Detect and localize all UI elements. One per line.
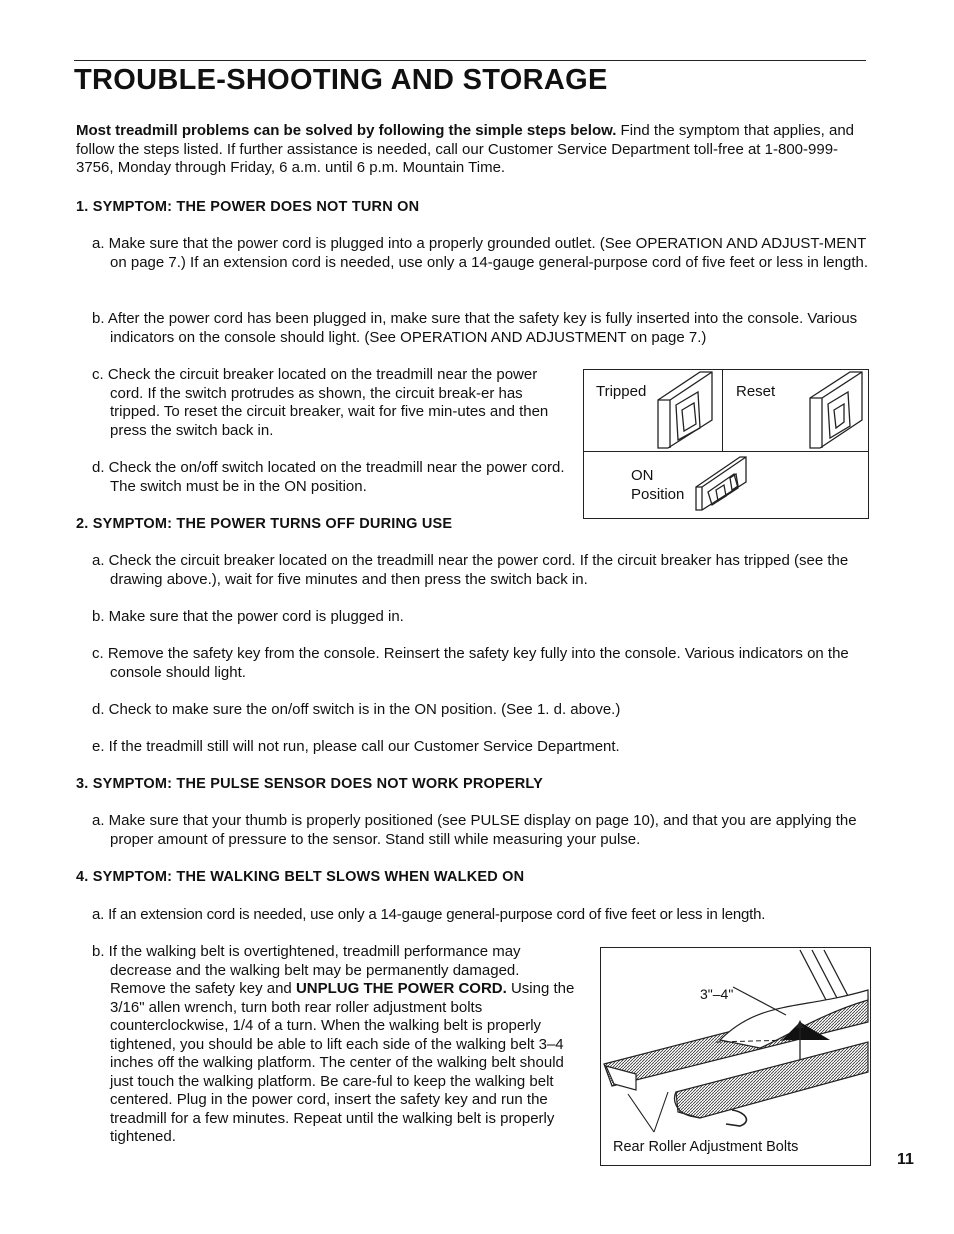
s1-item-d: d. Check the on/off switch located on the treadmill near the power cord. The switch must be in the ON position.	[92, 459, 565, 495]
section-1-heading: 1. SYMPTOM: THE POWER DOES NOT TURN ON	[76, 199, 420, 215]
s4-b-bold: UNPLUG THE POWER CORD.	[295, 980, 507, 997]
s1-item-a: a. Make sure that the power cord is plugged into a properly grounded outlet. (See OPERATION AND ADJUST-MENT on page 7.) If an extension cord is needed, use only a 14-gauge general-purpose cord of five feet or less in length.	[92, 235, 868, 271]
rear-roller-caption: Rear Roller Adjustment Bolts	[613, 1139, 799, 1155]
page-number: 11	[897, 1151, 914, 1168]
s2-item-c: c. Remove the safety key from the console. Reinsert the safety key fully into the console. Various indicators on the console should light.	[92, 645, 849, 681]
s1-item-c: c. Check the circuit breaker located on the treadmill near the power cord. If the switch protrudes as shown, the circuit break-er has tripped. To reset the circuit breaker, wait for five min-utes and then press the switch back in.	[92, 366, 549, 439]
on-label: ON	[631, 467, 654, 484]
s2-item-d: d. Check to make sure the on/off switch is in the ON position. (See 1. d. above.)	[92, 701, 621, 718]
intro-rest: Find the symptom that applies, and follow the steps listed. If further assistance is needed, call our Customer Service Department toll-free at 1-800-999-3756, Monday through Friday, 6 a.m. until 6 p.m. Mountain Time.	[76, 122, 855, 176]
belt-lift-measure-label: 3"–4"	[700, 986, 734, 1002]
section-3-heading: 3. SYMPTOM: THE PULSE SENSOR DOES NOT WORK PROPERLY	[76, 776, 544, 792]
s2-item-e: e. If the treadmill still will not run, please call our Customer Service Department.	[92, 738, 620, 755]
bolt-callout-lines	[628, 1092, 668, 1132]
position-label: Position	[631, 486, 685, 503]
tripped-label: Tripped	[596, 383, 647, 400]
s4-b-pre: b. If the walking belt is overtightened, treadmill performance may decrease and the walking belt may be permanently damaged. Remove the safety key and	[92, 943, 521, 997]
intro-bold: Most treadmill problems can be solved by following the simple steps below.	[76, 122, 617, 139]
section-4-heading: 4. SYMPTOM: THE WALKING BELT SLOWS WHEN WALKED ON	[76, 869, 525, 885]
reset-label: Reset	[736, 383, 776, 400]
s3-item-a: a. Make sure that your thumb is properly positioned (see PULSE display on page 10), and that you are applying the proper amount of pressure to the sensor. Stand still while measuring your pulse.	[92, 812, 857, 848]
adjustment-bolt-icon	[726, 1110, 746, 1126]
s2-item-a: a. Check the circuit breaker located on the treadmill near the power cord. If the circuit breaker has tripped (see the drawing above.), wait for five minutes and then press the switch back in.	[92, 552, 849, 588]
s4-item-a: a. If an extension cord is needed, use only a 14-gauge general-purpose cord of five feet or less in length.	[92, 906, 766, 923]
s2-item-b: b. Make sure that the power cord is plugged in.	[92, 608, 404, 625]
section-2-heading: 2. SYMPTOM: THE POWER TURNS OFF DURING USE	[76, 516, 453, 532]
s1-item-b: b. After the power cord has been plugged in, make sure that the safety key is fully inserted into the console. Various indicators on the console should light. (See OPERATION AND ADJUSTMENT on page 7.)	[92, 310, 858, 346]
upright-rail	[800, 950, 848, 1000]
measure-arrow	[733, 987, 786, 1015]
page-title: TROUBLE-SHOOTING AND STORAGE	[74, 64, 608, 96]
s4-b-post: Using the 3/16" allen wrench, turn both rear roller adjustment bolts counterclockwise, 1/4 of a turn. When the walking belt is properly tightened, you should be able to lift each side of the walking belt 3–4 inches off the walking platform. The center of the walking belt should just touch the walking platform. Be care-ful to keep the walking belt centered. Plug in the power cord, insert the safety key and run the treadmill for a few minutes. Repeat until the walking belt is properly tightened.	[110, 980, 575, 1145]
